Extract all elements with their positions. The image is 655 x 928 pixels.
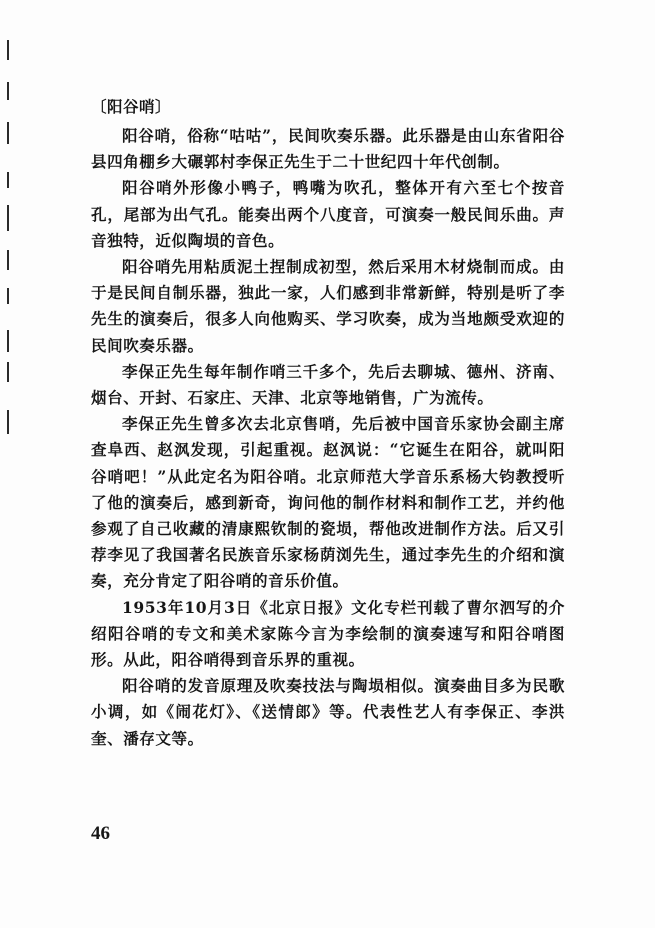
binding-edge-mark: [7, 288, 9, 304]
binding-edge-mark: [7, 205, 9, 231]
paragraph: 李保正先生曾多次去北京售哨，先后被中国音乐家协会副主席查阜西、赵沨发现，引起重视。赵沨说：“它诞生在阳谷，就叫阳谷哨吧！”从此定名为阳谷哨。北京师范大学音乐系杨大钧教授听了他的演奏后，感到新奇，询问他的制作材料和制作工艺，并约他参观了自己收藏的清康熙钦制的瓷埙，帮他改进制作方法。后又引荐李见了我国著名民族音乐家杨荫浏先生，通过李先生的介绍和演奏，充分肯定了阳谷哨的音乐价值。: [91, 414, 565, 591]
binding-edge-mark: [7, 250, 9, 270]
binding-edge-mark: [7, 172, 9, 188]
paragraph: 阳谷哨外形像小鸭子，鸭嘴为吹孔，整体开有六至七个按音孔，尾部为出气孔。能奏出两个八度音，可演奏一般民间乐曲。声音独特，近似陶埙的音色。: [91, 178, 565, 250]
paragraph: 阳谷哨的发音原理及吹奏技法与陶埙相似。演奏曲目多为民歌小调，如《闹花灯》、《送情郎》等。代表性艺人有李保正、李洪奎、潘存文等。: [91, 676, 565, 748]
binding-edge-mark: [7, 122, 9, 144]
section-heading: 〔阳谷哨〕: [91, 97, 172, 116]
paragraph: 阳谷哨，俗称“咕咕”，民间吹奏乐器。此乐器是由山东省阳谷县四角棚乡大碾郭村李保正先生于二十世纪四十年代创制。: [91, 126, 565, 172]
page-number: 46: [91, 823, 110, 844]
binding-edge-mark: [7, 330, 9, 352]
binding-edge-mark: [7, 410, 9, 434]
paragraph: 阳谷哨先用粘质泥土捏制成初型，然后采用木材烧制而成。由于是民间自制乐器，独此一家，人们感到非常新鲜，特别是听了李先生的演奏后，很多人向他购买、学习吹奏，成为当地颇受欢迎的民间吹奏乐器。: [91, 257, 565, 355]
paragraph: 李保正先生每年制作哨三千多个，先后去聊城、德州、济南、烟台、开封、石家庄、天津、北京等地销售，广为流传。: [91, 361, 565, 408]
binding-edge-mark: [7, 82, 9, 100]
binding-edge-mark: [7, 40, 9, 60]
binding-edge-mark: [7, 362, 9, 382]
article-body: [91, 95, 565, 752]
paragraph: 1953年10月3日《北京日报》文化专栏刊载了曹尔泗写的介绍阳谷哨的专文和美术家陈今言为李绘制的演奏速写和阳谷哨图形。从此，阳谷哨得到音乐界的重视。: [91, 597, 565, 670]
